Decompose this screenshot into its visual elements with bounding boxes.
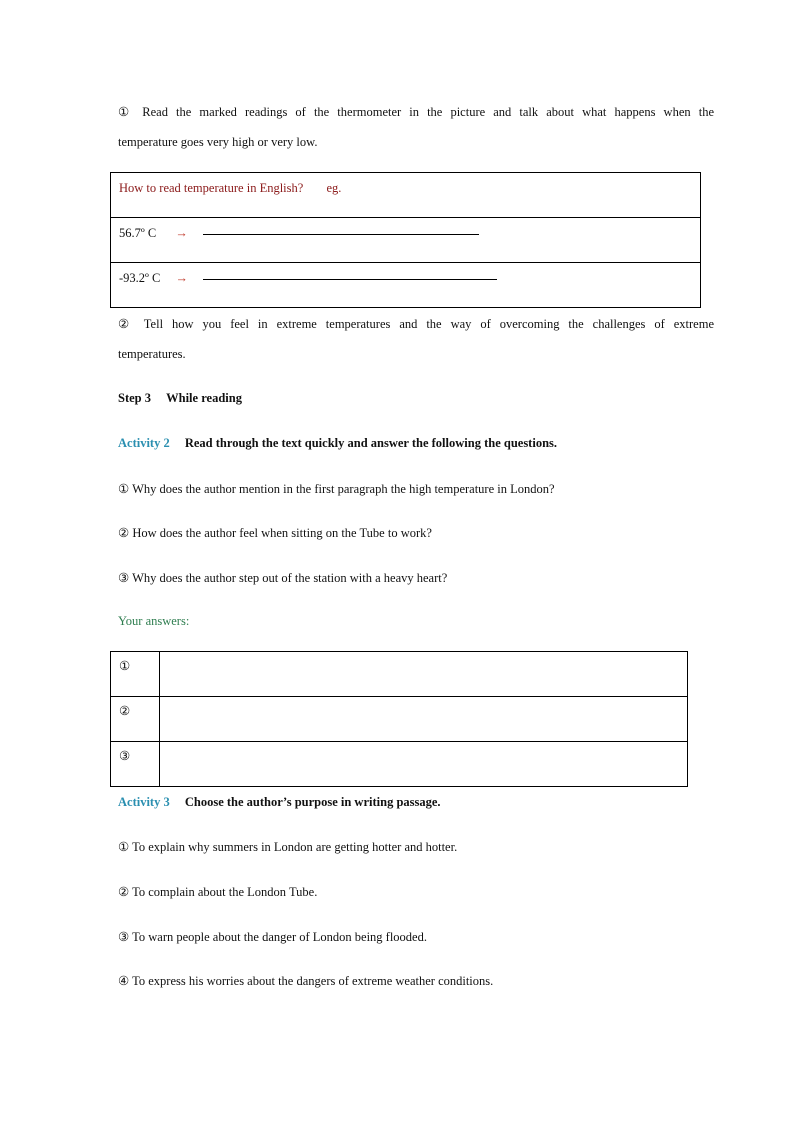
task1-line2: temperature goes very high or very low. — [118, 135, 318, 149]
activity3-option: ① To explain why summers in London are getting hotter and hotter. — [118, 840, 458, 854]
task2-line1: ② Tell how you feel in extreme temperatures and the way of overcoming the challenges of extreme — [118, 317, 714, 331]
answer-number: ② — [119, 704, 131, 718]
temperature-table — [110, 172, 701, 308]
activity2-label: Activity 2 — [118, 436, 170, 450]
answers-table — [110, 651, 688, 787]
activity2-heading — [118, 436, 557, 451]
activity3-label: Activity 3 — [118, 795, 170, 809]
temperature-row — [111, 263, 701, 308]
answer-blank-line[interactable] — [203, 278, 497, 280]
answer-number-cell — [111, 697, 160, 742]
activity2-question: ① Why does the author mention in the first paragraph the high temperature in London? — [118, 482, 555, 496]
step3-heading — [118, 391, 242, 406]
answer-number-cell — [111, 742, 160, 787]
arrow-right-icon: → — [175, 226, 188, 240]
task2-line2: temperatures. — [118, 347, 186, 361]
arrow-right-icon: → — [175, 271, 189, 285]
activity3-heading — [118, 795, 441, 810]
temperature-table-header-cell — [111, 173, 701, 218]
temperature-reading: -93.2º C — [119, 271, 161, 285]
temperature-reading: 56.7º C — [119, 226, 157, 240]
step3-label: Step 3 — [118, 391, 151, 405]
activity2-question: ③ Why does the author step out of the station with a heavy heart? — [118, 571, 448, 585]
answer-cell[interactable] — [160, 652, 688, 697]
answer-cell[interactable] — [160, 742, 688, 787]
step3-title: While reading — [166, 391, 242, 405]
answer-number: ① — [119, 659, 131, 673]
temperature-table-eg: eg. — [326, 181, 342, 195]
temperature-table-header: How to read temperature in English? — [119, 181, 304, 195]
task1-line1: ① Read the marked readings of the thermometer in the picture and talk about what happens when the — [118, 105, 714, 119]
answer-number-cell — [111, 652, 160, 697]
activity3-option: ④ To express his worries about the dangers of extreme weather conditions. — [118, 974, 494, 988]
activity2-instruction: Read through the text quickly and answer the following the questions. — [184, 436, 558, 450]
your-answers-label: Your answers: — [118, 614, 190, 628]
activity3-option: ③ To warn people about the danger of London being flooded. — [118, 930, 427, 944]
answer-blank-line[interactable] — [203, 233, 479, 235]
activity3-option: ② To complain about the London Tube. — [118, 885, 318, 899]
temperature-row — [111, 218, 701, 263]
answer-cell[interactable] — [160, 697, 688, 742]
answer-number: ③ — [119, 749, 131, 763]
activity3-instruction: Choose the author’s purpose in writing passage. — [184, 795, 441, 809]
activity2-question: ② How does the author feel when sitting on the Tube to work? — [118, 526, 432, 540]
